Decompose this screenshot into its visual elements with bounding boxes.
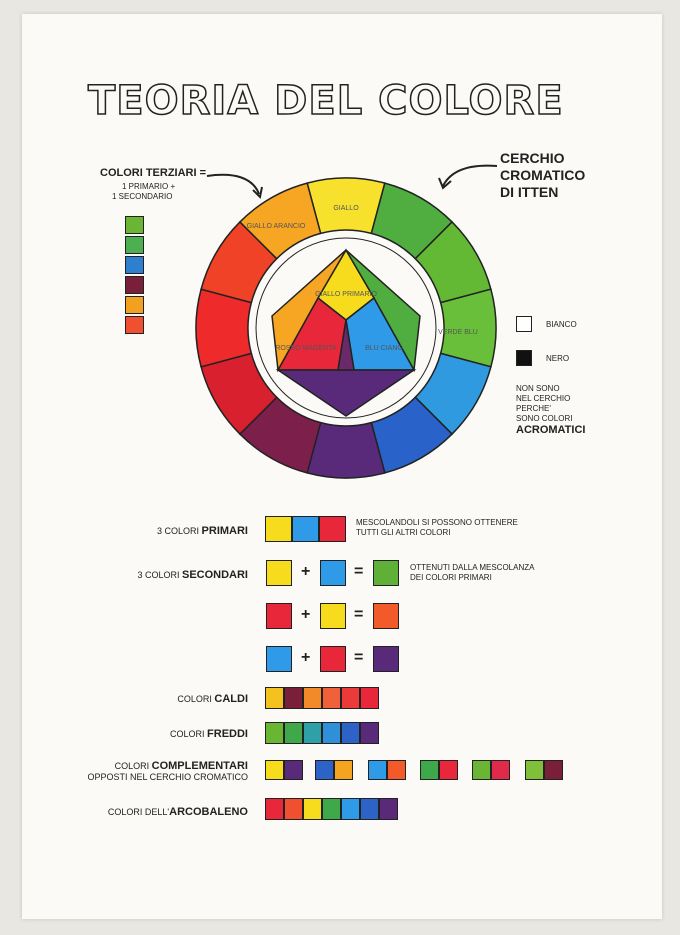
- tertiary-swatch: [125, 316, 144, 334]
- cold-colors-bar: [265, 722, 379, 744]
- mix-color-b: [320, 603, 346, 629]
- tertiary-swatch: [125, 236, 144, 254]
- label-giallo-arancio: GIALLO ARANCIO: [246, 223, 306, 230]
- tertiary-line2: 1 SECONDARIO: [112, 192, 173, 201]
- label-freddi: COLORI FREDDI: [170, 728, 248, 740]
- label-blu-ciano: BLU CIANO: [365, 345, 403, 352]
- plus-sign: +: [301, 606, 311, 623]
- tertiary-swatch: [125, 296, 144, 314]
- achromatic-note: NON SONO NEL CERCHIO PERCHE' SONO COLORI ACROMATICI: [516, 384, 586, 436]
- warm-swatch: [360, 687, 379, 709]
- tertiary-swatch: [125, 216, 144, 234]
- tertiary-swatch: [125, 276, 144, 294]
- complementary-swatch: [315, 760, 334, 780]
- label-arcobaleno: COLORI DELL'ARCOBALENO: [107, 806, 248, 818]
- complementary-swatch: [491, 760, 510, 780]
- warm-swatch: [303, 687, 322, 709]
- mix-result: [373, 560, 399, 586]
- mix-color-a: [266, 646, 292, 672]
- mix-color-a: [266, 560, 292, 586]
- complementary-swatch: [525, 760, 544, 780]
- tertiary-line1: 1 PRIMARIO +: [122, 182, 176, 191]
- primary-swatch: [265, 516, 292, 542]
- warm-swatch: [265, 687, 284, 709]
- label-verde-blu: VERDE BLU: [438, 329, 478, 336]
- cold-swatch: [265, 722, 284, 744]
- cold-swatch: [284, 722, 303, 744]
- complementary-swatch: [284, 760, 303, 780]
- warm-swatch: [341, 687, 360, 709]
- equals-sign: =: [354, 606, 364, 623]
- plus-sign: +: [301, 563, 311, 580]
- rainbow-swatch: [303, 798, 322, 820]
- label-complementari: COLORI COMPLEMENTARI OPPOSTI NEL CERCHIO CROMATICO: [87, 760, 248, 782]
- label-rosso-magenta: ROSSO MAGENTA: [275, 345, 337, 352]
- black-label: NERO: [546, 354, 570, 363]
- primary-swatch: [319, 516, 346, 542]
- rainbow-swatch: [322, 798, 341, 820]
- itten-label: CERCHIO CROMATICO DI ITTEN: [500, 150, 586, 200]
- rainbow-swatch: [341, 798, 360, 820]
- cold-swatch: [322, 722, 341, 744]
- complementary-swatch: [544, 760, 563, 780]
- label-giallo: GIALLO: [333, 205, 359, 212]
- mix-result: [373, 646, 399, 672]
- mix-result: [373, 603, 399, 629]
- plus-sign: +: [301, 649, 311, 666]
- label-primari: 3 COLORI PRIMARI: [157, 525, 248, 537]
- tertiary-swatch: [125, 256, 144, 274]
- complementary-swatch: [420, 760, 439, 780]
- complementary-swatch: [265, 760, 284, 780]
- label-caldi: COLORI CALDI: [177, 693, 248, 705]
- label-secondari: 3 COLORI SECONDARI: [137, 569, 248, 581]
- warm-swatch: [322, 687, 341, 709]
- rainbow-colors-bar: [265, 798, 398, 820]
- rainbow-swatch: [360, 798, 379, 820]
- secondari-description: OTTENUTI DALLA MESCOLANZA DEI COLORI PRIMARI: [410, 563, 535, 582]
- complementary-swatch: [439, 760, 458, 780]
- complementary-swatch: [334, 760, 353, 780]
- mix-color-b: [320, 560, 346, 586]
- warm-colors-bar: [265, 687, 379, 709]
- white-label: BIANCO: [546, 320, 577, 329]
- primari-description: MESCOLANDOLI SI POSSONO OTTENERE TUTTI GLI ALTRI COLORI: [356, 518, 518, 537]
- black-swatch: [516, 350, 532, 366]
- rainbow-swatch: [284, 798, 303, 820]
- complementary-swatch: [387, 760, 406, 780]
- tertiary-heading: COLORI TERZIARI =: [100, 167, 207, 179]
- page-title: TEORIA DEL COLORE: [88, 78, 564, 124]
- label-giallo-primario: GIALLO PRIMARIO: [315, 291, 377, 298]
- cold-swatch: [303, 722, 322, 744]
- equals-sign: =: [354, 563, 364, 580]
- primary-colors-bar: [265, 516, 346, 542]
- warm-swatch: [284, 687, 303, 709]
- equals-sign: =: [354, 649, 364, 666]
- primary-swatch: [292, 516, 319, 542]
- cold-swatch: [360, 722, 379, 744]
- cold-swatch: [341, 722, 360, 744]
- complementary-swatch: [472, 760, 491, 780]
- white-swatch: [516, 316, 532, 332]
- color-wheel: [192, 174, 500, 482]
- rainbow-swatch: [379, 798, 398, 820]
- mix-color-a: [266, 603, 292, 629]
- rainbow-swatch: [265, 798, 284, 820]
- complementary-swatch: [368, 760, 387, 780]
- mix-color-b: [320, 646, 346, 672]
